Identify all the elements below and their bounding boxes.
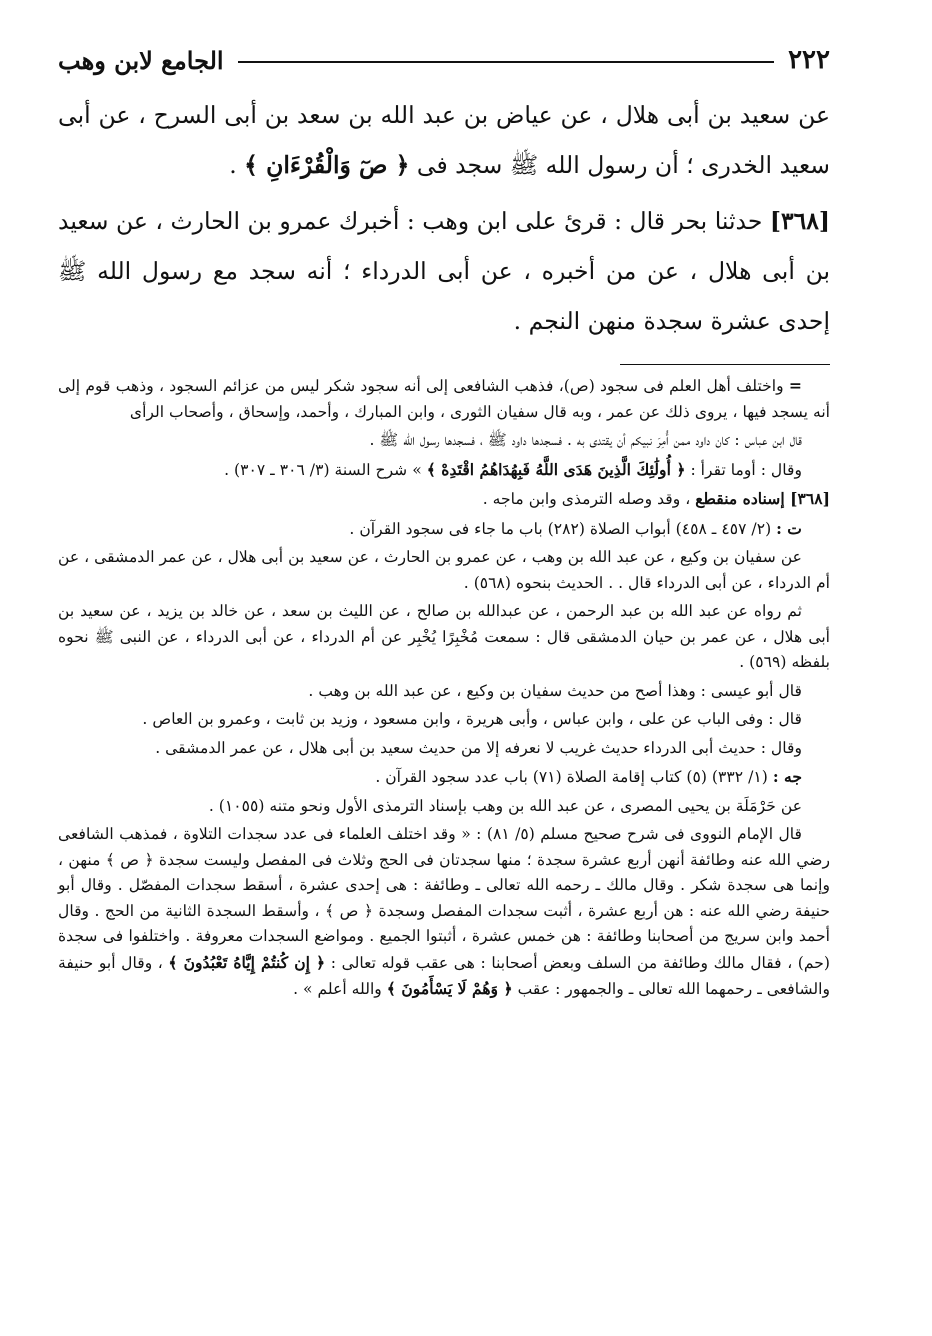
footnote-10: وقال : حديث أبى الدرداء حديث غريب لا نعرفه إلا من حديث سعيد بن أبى هلال ، عن عمر الدمشقى . [155,738,802,757]
footnotes [58,373,830,1003]
footnote-13-ayah-1: ﴿ إِن كُنتُمْ إِيَّاهُ تَعْبُدُونَ ﴾ [168,952,326,972]
footnote-divider [620,364,830,365]
footnote-4-text: ، وقد وصله الترمذى وابن ماجه . [482,490,696,508]
book-title: الجامع لابن وهب [58,45,224,75]
footnote-13-text: قال الإمام النووى فى شرح صحيح مسلم (٥/ ٨١) : « وقد اختلف العلماء فى عدد سجدات التلاوة ، فمذهب الشافعى رضي الله عنه وطائفة أنهن أربع عشرة سجدة ؛ منها سجدتان فى الحج وثلاث فى المفصل وليست سجدة ﴿ ص ﴾ منهن ، وإنما هى سجدة شكر . وقال مالك ـ رحمه الله تعالى ـ وطائفة : هى إحدى عشرة ، أسقط سجدات المفصّل . وقال أبو حنيفة رضي الله عنه : هن أربع عشرة ، أثبت سجدات المفصل وسجدة ﴿ ص ﴾ ، وأسقط السجدة الثانية من الحج . وقال أحمد وابن سريج من أصحابنا وطائفة : هن خمس عشرة ، أثبتوا الجميع . ومواضع السجدات معروفة . واختلفوا فى سجدة (حم) ، فقال مالك وطائفة من السلف وبعض أصحابنا : هى عقب قوله تعالى : [58,825,830,972]
footnote-1 [58,373,830,425]
footnote-13-ayah-2: ﴿ وَهُمْ لَا يَسْأَمُونَ ﴾ [386,979,513,998]
footnote-13 [58,822,830,1003]
quran-quote: ﴿ صٓ وَالْقُرْءَانِ ﴾ [244,151,410,179]
footnote-11 [58,764,830,791]
footnote-9: قال : وفى الباب عن على ، وابن عباس ، وأبى هريرة ، وابن مسعود ، وزيد بن ثابت ، وعمرو بن العاص . [142,710,802,728]
header-rule [238,61,775,63]
footnote-5 [58,516,830,543]
footnote-4-lead: [٣٦٨] إسناده منقطع [695,489,830,508]
footnote-3-ayah: ﴿ أُولَٰئِكَ الَّذِينَ هَدَى اللَّهُ فَبِهُدَاهُمُ اقْتَدِهْ ﴾ [426,459,686,479]
footnote-11-lead: جه : [772,767,802,786]
main-text [58,90,830,346]
main-paragraph-1-end: . [229,151,245,179]
footnote-3 [58,457,830,484]
book-page [58,38,830,1006]
footnote-1-text: واختلف أهل العلم فى سجود (ص)، فذهب الشافعى إلى أنه سجود شكر ليس من عزائم السجود ، وذهب قوم إلى أنه يسجد فيها ، يروى ذلك عن عمر ، وبه قال سفيان الثورى ، وابن المبارك ، وأحمد، وإسحاق ، وأصحاب الرأى [58,377,830,421]
hadith-number: [٣٦٨] [769,207,830,235]
footnote-5-text: (٢/ ٤٥٧ ـ ٤٥٨) أبواب الصلاة (٢٨٢) باب ما جاء فى سجود القرآن . [349,519,777,538]
footnote-13-mid: ، وقال أبو حنيفة والشافعى ـ رحمهما الله تعالى ـ والجمهور : عقب [58,953,830,998]
main-paragraph-2-text: حدثنا بحر قال : قرئ على ابن وهب : أخبرك عمرو بن الحارث ، عن سعيد بن أبى هلال ، عن من أخبره ، عن أبى الدرداء ؛ أنه سجد مع رسول الله ﷺ إحدى عشرة سجدة منهن النجم . [58,207,830,335]
main-paragraph-1-text: عن سعيد بن أبى هلال ، عن عياض بن عبد الله بن سعد بن أبى السرح ، عن أبى سعيد الخدرى ؛ أن رسول الله ﷺ سجد فى [58,101,830,179]
footnote-7: ثم رواه عن عبد الله بن عبد الرحمن ، عن عبدالله بن صالح ، عن الليث بن سعد ، عن خالد بن يزيد ، عن سعيد بن أبى هلال ، عن عمر بن حيان الدمشقى قال : سمعت مُخْبِرًا يُخْبِر عن أم الدرداء ، عن أبى الدرداء ، عن النبى ﷺ نحوه بلفظه (٥٦٩) . [58,602,830,671]
footnote-4 [58,486,830,513]
page-number: ٢٢٢ [788,45,830,75]
running-header [58,38,830,82]
continuation-mark: = [788,376,802,395]
footnote-12: عن حَرْمَلَة بن يحيى المصرى ، عن عبد الله بن وهب بإسناد الترمذى الأول ونحو متنه (١٠٥٥) . [208,796,802,815]
main-paragraph-2 [58,196,830,346]
footnote-13-end: والله أعلم » . [293,980,387,998]
footnote-8: قال أبو عيسى : وهذا أصح من حديث سفيان بن وكيع ، عن عبد الله بن وهب . [308,681,802,700]
footnote-11-text: (١/ ٣٣٢) (٥) كتاب إقامة الصلاة (٧١) باب عدد سجود القرآن . [375,768,773,786]
main-paragraph-1 [58,90,830,190]
footnote-2: قال ابن عباس : كان داود ممن أُمِرَ نبيكم أن يقتدى به . فسجدها داود ﷺ ، فسجدها رسول الله ﷺ . [369,431,802,449]
footnote-3-text-b: » شرح السنة (٣/ ٣٠٦ ـ ٣٠٧) . [224,460,422,479]
footnote-5-lead: ت : [776,518,802,538]
footnote-6: عن سفيان بن وكيع ، عن عبد الله بن وهب ، عن عمرو بن الحارث ، عن سعيد بن أبى هلال ، عن عمر الدمشقى ، عن أم الدرداء ، عن أبى الدرداء قال . . الحديث بنحوه (٥٦٨) . [58,548,830,592]
footnote-3-text-a: وقال : أوما تقرأ : [690,460,802,479]
